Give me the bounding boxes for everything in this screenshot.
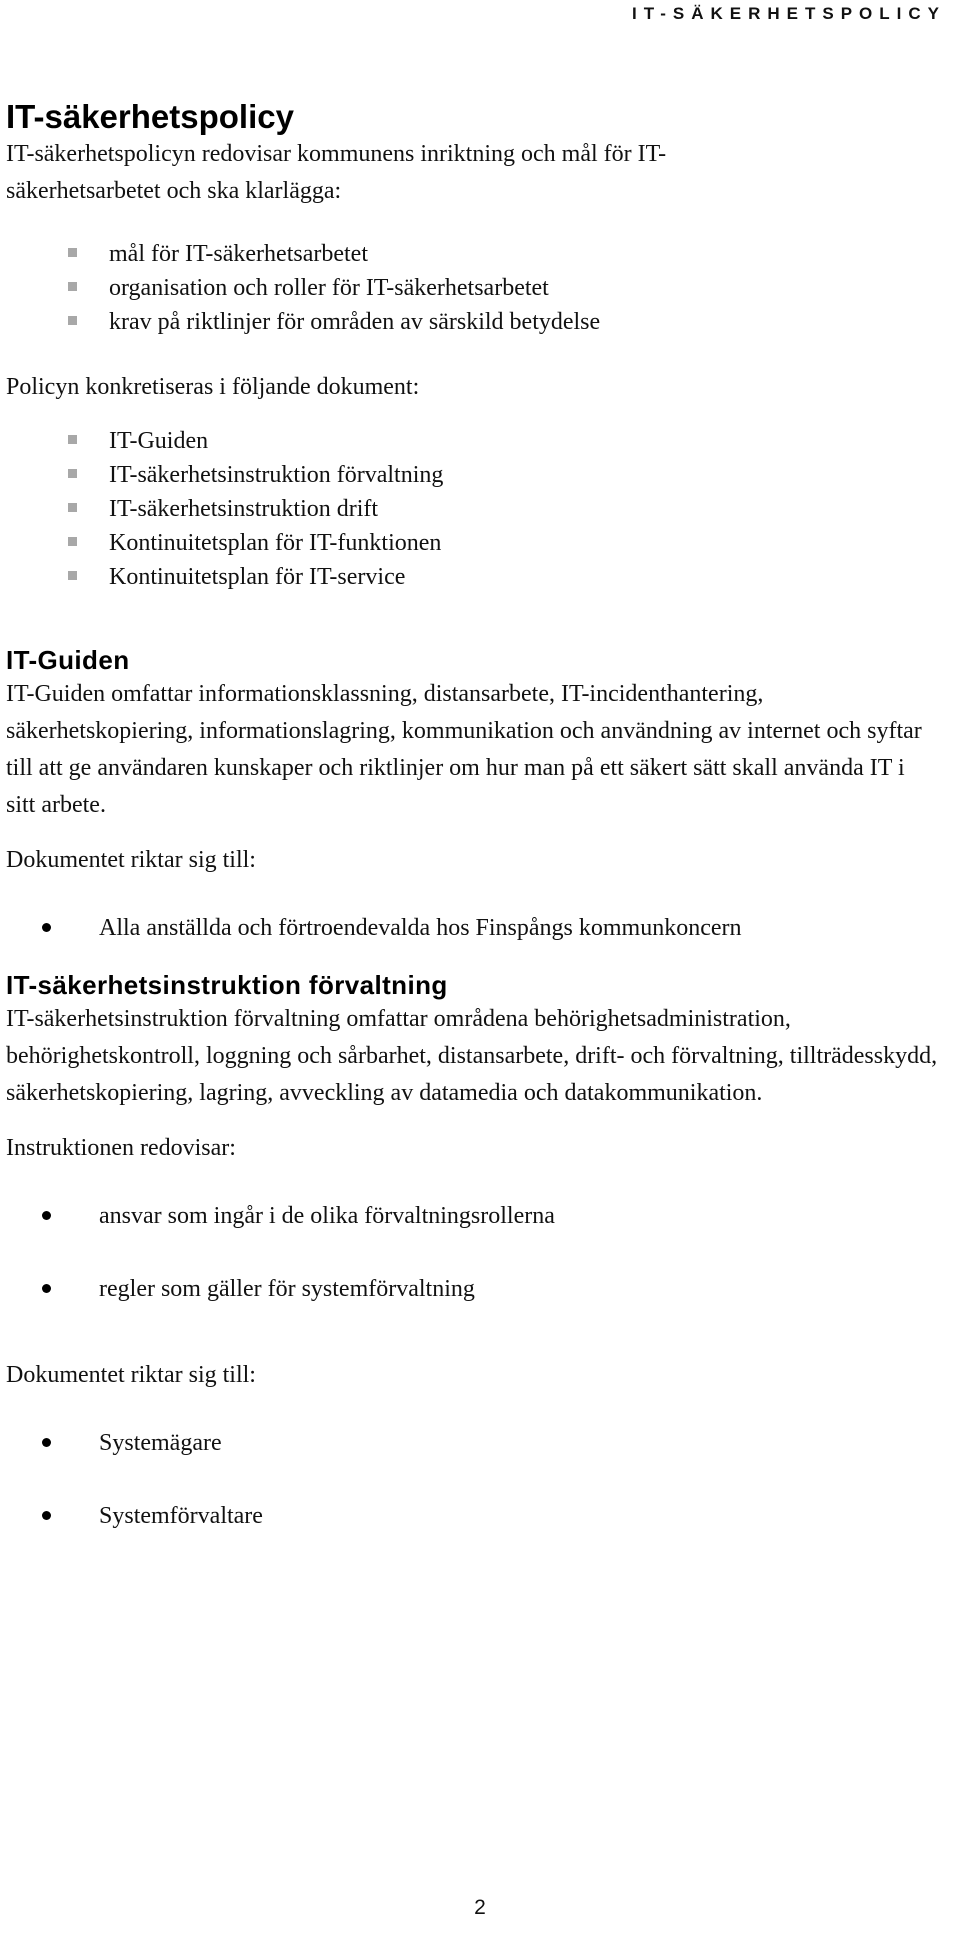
instruction-body: IT-säkerhetsinstruktion förvaltning omfattar områdena behörighetsadministration, behörighetskontroll, loggning och sårbarhet, distansarbete, drift- och förvaltning, tillträdesskydd, säkerhetskopiering, lagring, avveckling av datamedia och datakommunikation. bbox=[6, 1006, 938, 1106]
instruction-shows-label: Instruktionen redovisar: bbox=[6, 1135, 236, 1161]
list-item: Alla anställda och förtroendevalda hos Finspångs kommunkoncern bbox=[6, 910, 886, 947]
policy-goals-list bbox=[6, 237, 946, 339]
instruction-shows-list bbox=[6, 1198, 946, 1308]
page-number: 2 bbox=[474, 1896, 486, 1919]
list-item: krav på riktlinjer för områden av särskild betydelse bbox=[6, 305, 946, 339]
documents-list bbox=[6, 424, 946, 594]
page-body bbox=[6, 98, 946, 1535]
list-item: organisation och roller för IT-säkerhetsarbetet bbox=[6, 271, 946, 305]
list-item: Kontinuitetsplan för IT-service bbox=[6, 560, 946, 594]
list-item: IT-säkerhetsinstruktion förvaltning bbox=[6, 458, 946, 492]
list-item: IT-Guiden bbox=[6, 424, 946, 458]
guide-body: IT-Guiden omfattar informationsklassning, distansarbete, IT-incidenthantering, säkerhetskopiering, informationslagring, kommunikation och användning av internet och syftar till att ge användaren kunskaper och riktlinjer om hur man på ett säkert sätt skall använda IT i sitt arbete. bbox=[6, 681, 922, 818]
policy-intro: IT-säkerhetspolicyn redovisar kommunens inriktning och mål för IT-säkerhetsarbetet och ska klarlägga: bbox=[6, 141, 667, 204]
running-header: IT-SÄKERHETSPOLICY bbox=[632, 4, 946, 23]
policy-title: IT-säkerhetspolicy bbox=[6, 98, 294, 135]
guide-audience-label: Dokumentet riktar sig till: bbox=[6, 847, 256, 873]
instruction-audience-label: Dokumentet riktar sig till: bbox=[6, 1362, 256, 1388]
guide-audience-list bbox=[6, 910, 886, 947]
documents-intro: Policyn konkretiseras i följande dokument: bbox=[6, 374, 420, 400]
guide-heading: IT-Guiden bbox=[6, 645, 130, 675]
instruction-heading: IT-säkerhetsinstruktion förvaltning bbox=[6, 970, 448, 1000]
list-item: Kontinuitetsplan för IT-funktionen bbox=[6, 526, 946, 560]
list-item: IT-säkerhetsinstruktion drift bbox=[6, 492, 946, 526]
list-item: regler som gäller för systemförvaltning bbox=[6, 1271, 946, 1308]
list-item: Systemägare bbox=[6, 1425, 946, 1462]
list-item: ansvar som ingår i de olika förvaltningsrollerna bbox=[6, 1198, 946, 1235]
list-item: mål för IT-säkerhetsarbetet bbox=[6, 237, 946, 271]
instruction-audience-list bbox=[6, 1425, 946, 1535]
list-item: Systemförvaltare bbox=[6, 1498, 946, 1535]
